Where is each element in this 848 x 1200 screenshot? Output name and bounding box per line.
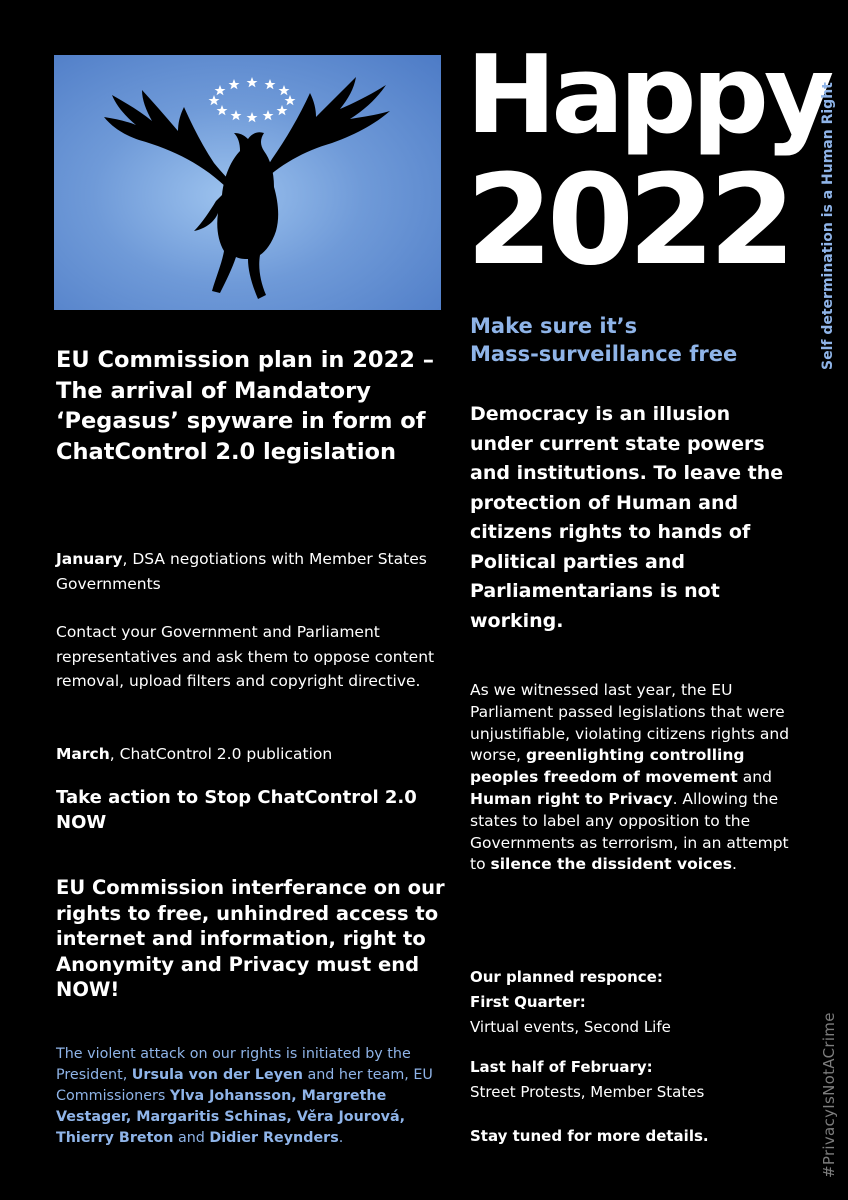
- violent-text-4: .: [338, 1130, 344, 1146]
- pegasus-hero-image: [54, 55, 441, 310]
- plan-feb-label: Last half of February:: [470, 1058, 653, 1076]
- witness-paragraph: [470, 680, 800, 876]
- violent-paragraph: [56, 1044, 446, 1149]
- march-label: March: [56, 745, 110, 763]
- interference-paragraph: EU Commission interferance on our rights to free, unhindred access to internet and information, right to Anonymity and Privacy must end NOW!: [56, 876, 445, 1001]
- plan-feb-text: Street Protests, Member States: [470, 1083, 705, 1101]
- title-happy: Happy: [466, 33, 830, 158]
- contact-paragraph: Contact your Government and Parliament representatives and ask them to oppose content removal, upload filters and copyright directive.: [56, 623, 435, 690]
- side-slogan: Self determination is a Human Right: [820, 82, 836, 370]
- take-action: Take action to Stop ChatControl 2.0 NOW: [56, 787, 417, 833]
- witness-text-2: and: [737, 768, 772, 787]
- pegasus-silhouette-icon: [54, 55, 441, 310]
- subtitle-line2: Mass-surveillance free: [470, 342, 738, 366]
- violent-name-3: Didier Reynders: [209, 1130, 339, 1146]
- witness-bold-2: Human right to Privacy: [470, 789, 673, 808]
- stay-tuned: Stay tuned for more details.: [470, 1127, 709, 1145]
- witness-bold-1: greenlighting controlling peoples freedom of movement: [470, 746, 745, 787]
- march-paragraph: [56, 742, 446, 767]
- witness-text-4: .: [731, 855, 737, 874]
- eu-stars-icon: [209, 77, 296, 122]
- witness-text-3: . Allowing the states to label any opposition to the Governments as terrorism, in an attempt to: [470, 789, 789, 874]
- plan-q1-label: First Quarter:: [470, 993, 586, 1011]
- january-label: January: [56, 550, 123, 568]
- democracy-paragraph: Democracy is an illusion under current state powers and institutions. To leave the protection of Human and citizens rights to hands of Political parties and Parliamentarians is not working.: [470, 403, 784, 632]
- violent-text-3: and: [173, 1130, 210, 1146]
- january-paragraph: [56, 547, 446, 596]
- witness-text-1: As we witnessed last year, the EU Parliament passed legislations that were unjustifiable, violating citizens rights and worse,: [470, 681, 790, 765]
- witness-bold-3: silence the dissident voices: [490, 855, 732, 874]
- plan-heading: Our planned responce:: [470, 968, 663, 986]
- violent-text-2: and her team, EU Commissioners: [56, 1067, 433, 1104]
- title-year: 2022: [466, 148, 790, 293]
- march-text: , ChatControl 2.0 publication: [109, 745, 333, 763]
- side-hashtag: #PrivacyIsNotACrime: [820, 1012, 838, 1178]
- headline: EU Commission plan in 2022 – The arrival of Mandatory ‘Pegasus’ spyware in form of ChatControl 2.0 legislation: [56, 347, 434, 465]
- subtitle-line1: Make sure it’s: [470, 314, 638, 338]
- violent-name-1: Ursula von der Leyen: [131, 1067, 303, 1083]
- plan-q1-text: Virtual events, Second Life: [470, 1018, 671, 1036]
- violent-name-2: Ylva Johansson, Margrethe Vestager, Margaritis Schinas, Věra Jourová, Thierry Breton: [56, 1088, 406, 1146]
- violent-text-1: The violent attack on our rights is initiated by the President,: [56, 1046, 411, 1083]
- january-text: , DSA negotiations with Member States Governments: [56, 550, 427, 593]
